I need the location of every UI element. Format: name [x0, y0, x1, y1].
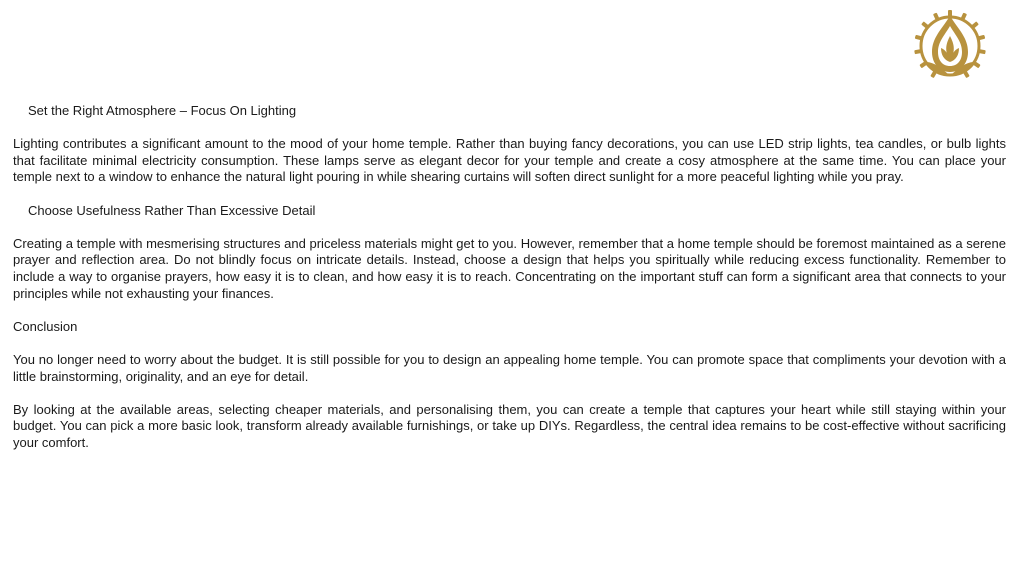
section-heading-conclusion: Conclusion: [13, 318, 78, 334]
lotus-drop-emblem-icon: [912, 10, 988, 82]
paragraph-conclusion-2: By looking at the available areas, selecting cheaper materials, and personalising them, you can create a temple that captures your heart while still staying within your budget. You can pick a more basic look, transform already available furnishings, or take up DIYs. Regardless, the central idea remains to be cost-effective without sacrificing your comfort.: [13, 401, 1006, 450]
paragraph-conclusion-1: You no longer need to worry about the budget. It is still possible for you to design an appealing home temple. You can promote space that compliments your devotion with a little brainstorming, originality, and an eye for detail.: [13, 351, 1006, 384]
document-body: [13, 103, 1006, 451]
paragraph-usefulness: Creating a temple with mesmerising structures and priceless materials might get to you. However, remember that a home temple should be foremost maintained as a serene prayer and reflection area. Do not blindly focus on intricate details. Instead, choose a design that helps you spiritually while reducing excess functionality. Remember to include a way to organise prayers, how easy it is to clean, and how easy it is to reach. Concentrating on the important stuff can form a significant area that connects to your principles while not exhausting your finances.: [13, 235, 1006, 301]
section-heading-lighting: Set the Right Atmosphere – Focus On Lighting: [28, 103, 297, 118]
section-heading-usefulness: Choose Usefulness Rather Than Excessive Detail: [28, 202, 316, 218]
paragraph-lighting: Lighting contributes a significant amount to the mood of your home temple. Rather than buying fancy decorations, you can use LED strip lights, tea candles, or bulb lights that facilitate minimal electricity consumption. These lamps serve as elegant decor for your temple and create a cosy atmosphere at the same time. You can place your temple next to a window to enhance the natural light pouring in while shearing curtains will soften direct sunlight for a more peaceful lighting while you pray.: [13, 136, 1006, 185]
